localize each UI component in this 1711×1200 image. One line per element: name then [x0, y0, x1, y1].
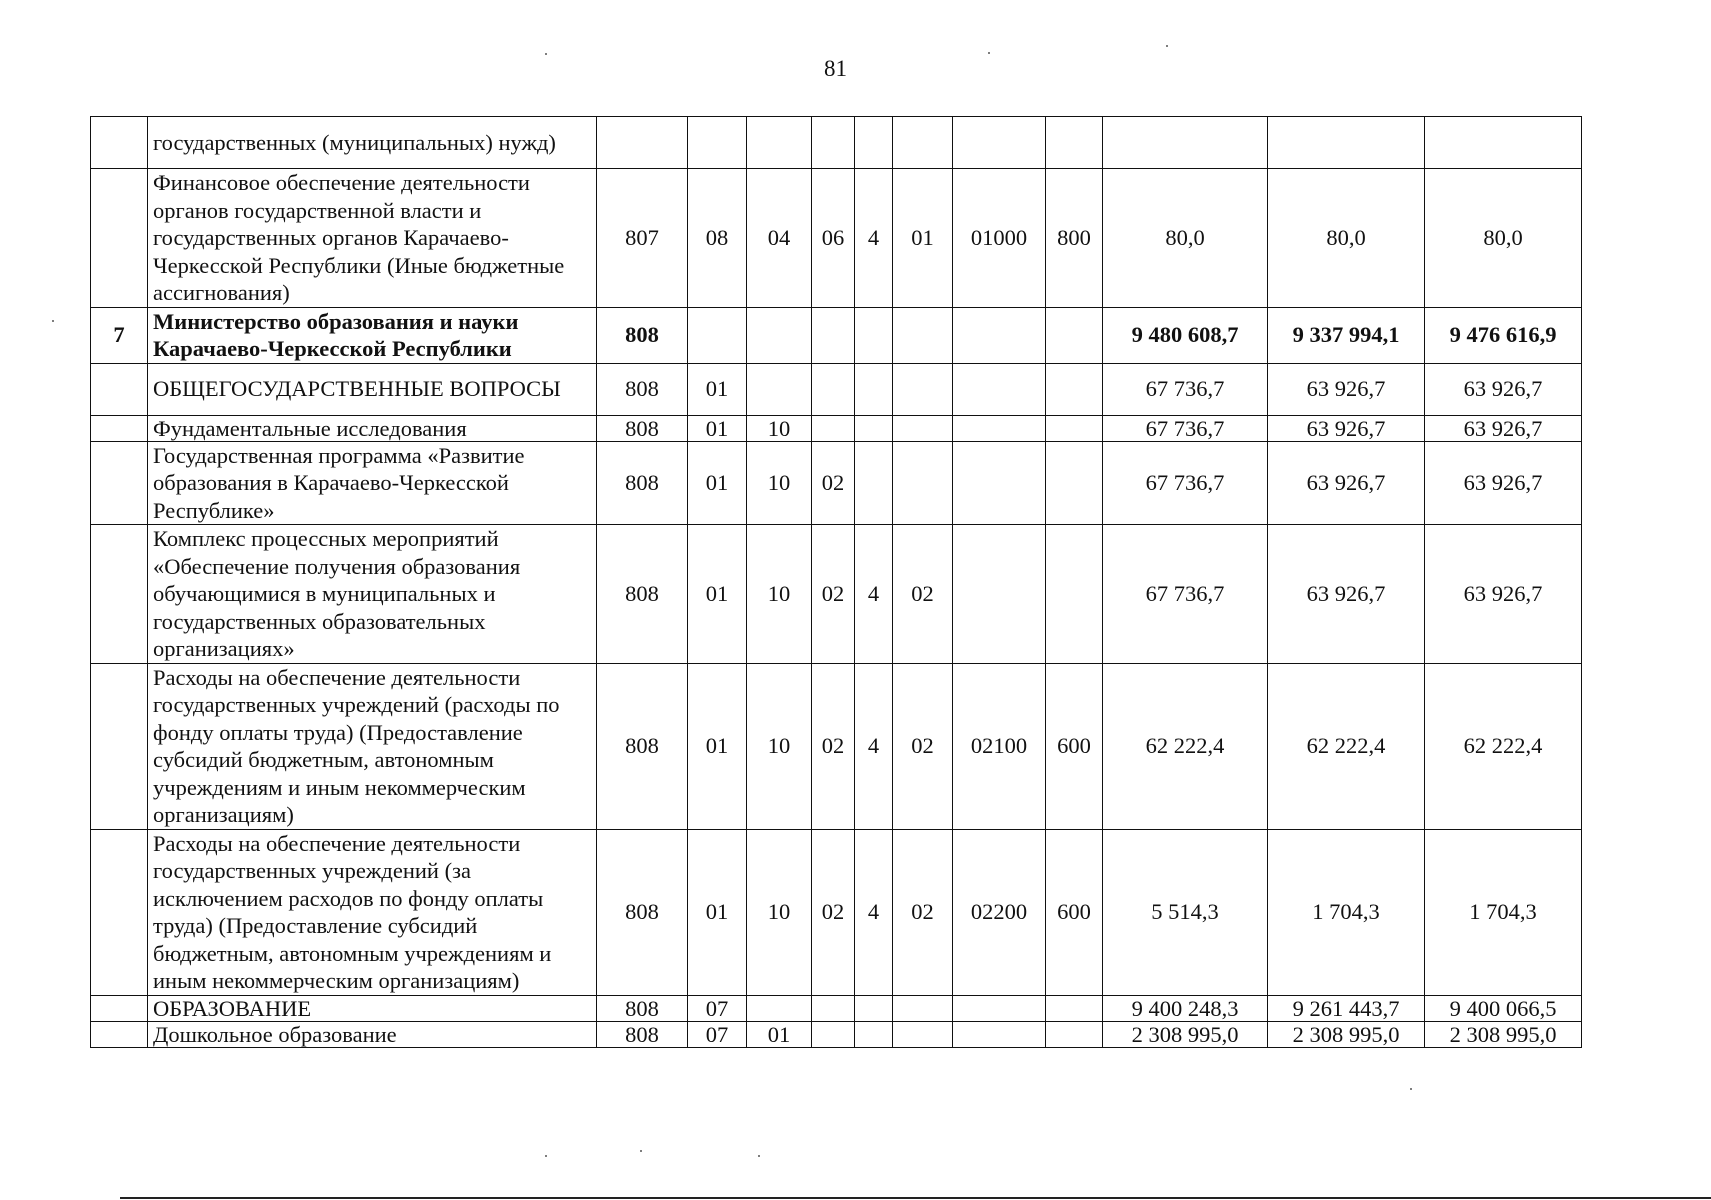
amount-year-2: 62 222,4: [1268, 663, 1425, 829]
section-code: [688, 117, 747, 169]
table-row: [91, 363, 1582, 415]
program-code: [812, 117, 855, 169]
row-number: [91, 169, 148, 308]
ministry-code: 808: [597, 829, 688, 995]
section-code: 08: [688, 169, 747, 308]
amount-year-1: 5 514,3: [1103, 829, 1268, 995]
type-code: [855, 307, 893, 363]
direction-code: [953, 525, 1046, 664]
section-code: 01: [688, 363, 747, 415]
structural-element-code: 02: [893, 663, 953, 829]
structural-element-code: [893, 441, 953, 525]
amount-year-2: 2 308 995,0: [1268, 1021, 1425, 1047]
row-name: Министерство образования и науки Карачаево-Черкесской Республики: [148, 307, 597, 363]
subsection-code: 10: [747, 663, 812, 829]
expense-type-code: [1046, 363, 1103, 415]
amount-year-3: 1 704,3: [1425, 829, 1582, 995]
program-code: 02: [812, 441, 855, 525]
ministry-code: 808: [597, 415, 688, 441]
row-name: Расходы на обеспечение деятельности государственных учреждений (за исключением расходов по фонду оплаты труда) (Предоставление субсидий бюджетным, автономным учреждениям и иным некоммерческим организациям): [148, 829, 597, 995]
structural-element-code: 02: [893, 829, 953, 995]
type-code: 4: [855, 525, 893, 664]
structural-element-code: [893, 995, 953, 1021]
subsection-code: 10: [747, 415, 812, 441]
type-code: 4: [855, 663, 893, 829]
type-code: [855, 441, 893, 525]
section-code: 01: [688, 525, 747, 664]
row-number: [91, 415, 148, 441]
expense-type-code: [1046, 415, 1103, 441]
row-number: [91, 525, 148, 664]
row-name: Финансовое обеспечение деятельности органов государственной власти и государственных органов Карачаево-Черкесской Республики (Иные бюджетные ассигнования): [148, 169, 597, 308]
expense-type-code: 800: [1046, 169, 1103, 308]
ministry-code: 808: [597, 441, 688, 525]
amount-year-1: 80,0: [1103, 169, 1268, 308]
direction-code: [953, 441, 1046, 525]
amount-year-3: [1425, 117, 1582, 169]
scan-speck: [640, 1150, 642, 1152]
amount-year-2: 63 926,7: [1268, 441, 1425, 525]
scan-speck: [758, 1155, 760, 1157]
amount-year-1: 2 308 995,0: [1103, 1021, 1268, 1047]
page-number: 81: [824, 56, 847, 81]
expense-type-code: [1046, 1021, 1103, 1047]
section-code: 01: [688, 415, 747, 441]
section-code: 07: [688, 1021, 747, 1047]
table-body: [91, 117, 1582, 1048]
amount-year-1: 67 736,7: [1103, 363, 1268, 415]
amount-year-2: 63 926,7: [1268, 363, 1425, 415]
table-row: [91, 663, 1582, 829]
scan-speck: [545, 1155, 547, 1157]
amount-year-3: 62 222,4: [1425, 663, 1582, 829]
expense-type-code: 600: [1046, 829, 1103, 995]
amount-year-3: 63 926,7: [1425, 363, 1582, 415]
amount-year-1: 67 736,7: [1103, 441, 1268, 525]
scan-speck: [545, 53, 547, 55]
subsection-code: [747, 363, 812, 415]
type-code: [855, 415, 893, 441]
amount-year-2: 63 926,7: [1268, 525, 1425, 664]
ministry-code: 808: [597, 663, 688, 829]
amount-year-2: 1 704,3: [1268, 829, 1425, 995]
table-row: [91, 307, 1582, 363]
subsection-code: 10: [747, 441, 812, 525]
direction-code: 02100: [953, 663, 1046, 829]
scan-speck: [1410, 1088, 1412, 1090]
row-number: [91, 1021, 148, 1047]
amount-year-1: [1103, 117, 1268, 169]
program-code: [812, 307, 855, 363]
row-number: [91, 441, 148, 525]
expense-type-code: 600: [1046, 663, 1103, 829]
expense-type-code: [1046, 117, 1103, 169]
amount-year-3: 9 476 616,9: [1425, 307, 1582, 363]
row-name: Комплекс процессных мероприятий «Обеспечение получения образования обучающимися в муниципальных и государственных образовательных организациях»: [148, 525, 597, 664]
direction-code: [953, 1021, 1046, 1047]
amount-year-1: 9 400 248,3: [1103, 995, 1268, 1021]
row-number: [91, 363, 148, 415]
subsection-code: [747, 995, 812, 1021]
structural-element-code: [893, 415, 953, 441]
row-name: государственных (муниципальных) нужд): [148, 117, 597, 169]
ministry-code: 808: [597, 995, 688, 1021]
direction-code: [953, 415, 1046, 441]
section-code: 01: [688, 829, 747, 995]
table-row: [91, 169, 1582, 308]
structural-element-code: [893, 117, 953, 169]
amount-year-2: [1268, 117, 1425, 169]
bottom-rule: [120, 1197, 1711, 1199]
amount-year-1: 62 222,4: [1103, 663, 1268, 829]
amount-year-3: 63 926,7: [1425, 415, 1582, 441]
type-code: [855, 1021, 893, 1047]
structural-element-code: 01: [893, 169, 953, 308]
amount-year-2: 9 261 443,7: [1268, 995, 1425, 1021]
table-row: [91, 441, 1582, 525]
row-name: Фундаментальные исследования: [148, 415, 597, 441]
row-name: Дошкольное образование: [148, 1021, 597, 1047]
program-code: 02: [812, 663, 855, 829]
structural-element-code: [893, 363, 953, 415]
direction-code: [953, 117, 1046, 169]
row-number: [91, 995, 148, 1021]
row-name: Расходы на обеспечение деятельности государственных учреждений (расходы по фонду оплаты труда) (Предоставление субсидий бюджетным, автономным учреждениям и иным некоммерческим организациям): [148, 663, 597, 829]
subsection-code: 10: [747, 525, 812, 664]
scan-speck: [1166, 45, 1168, 47]
expense-type-code: [1046, 525, 1103, 664]
subsection-code: [747, 117, 812, 169]
table-row: [91, 117, 1582, 169]
direction-code: [953, 363, 1046, 415]
direction-code: [953, 995, 1046, 1021]
ministry-code: [597, 117, 688, 169]
row-number: [91, 117, 148, 169]
type-code: [855, 995, 893, 1021]
structural-element-code: [893, 1021, 953, 1047]
ministry-code: 808: [597, 525, 688, 664]
row-number: [91, 829, 148, 995]
amount-year-1: 67 736,7: [1103, 415, 1268, 441]
amount-year-2: 63 926,7: [1268, 415, 1425, 441]
row-name: Государственная программа «Развитие образования в Карачаево-Черкесской Республике»: [148, 441, 597, 525]
expense-type-code: [1046, 995, 1103, 1021]
type-code: 4: [855, 169, 893, 308]
row-number: [91, 663, 148, 829]
row-number: 7: [91, 307, 148, 363]
scan-speck: [52, 320, 54, 322]
ministry-code: 808: [597, 363, 688, 415]
direction-code: [953, 307, 1046, 363]
program-code: [812, 415, 855, 441]
row-name: ОБЩЕГОСУДАРСТВЕННЫЕ ВОПРОСЫ: [148, 363, 597, 415]
amount-year-2: 9 337 994,1: [1268, 307, 1425, 363]
table-row: [91, 415, 1582, 441]
subsection-code: [747, 307, 812, 363]
program-code: [812, 995, 855, 1021]
amount-year-1: 67 736,7: [1103, 525, 1268, 664]
amount-year-3: 2 308 995,0: [1425, 1021, 1582, 1047]
direction-code: 01000: [953, 169, 1046, 308]
section-code: 01: [688, 441, 747, 525]
program-code: [812, 1021, 855, 1047]
amount-year-3: 63 926,7: [1425, 441, 1582, 525]
section-code: 01: [688, 663, 747, 829]
subsection-code: 10: [747, 829, 812, 995]
amount-year-3: 80,0: [1425, 169, 1582, 308]
amount-year-3: 9 400 066,5: [1425, 995, 1582, 1021]
ministry-code: 808: [597, 307, 688, 363]
structural-element-code: 02: [893, 525, 953, 664]
amount-year-1: 9 480 608,7: [1103, 307, 1268, 363]
row-name: ОБРАЗОВАНИЕ: [148, 995, 597, 1021]
expense-type-code: [1046, 307, 1103, 363]
amount-year-2: 80,0: [1268, 169, 1425, 308]
program-code: [812, 363, 855, 415]
section-code: 07: [688, 995, 747, 1021]
subsection-code: 01: [747, 1021, 812, 1047]
table-row: [91, 995, 1582, 1021]
ministry-code: 807: [597, 169, 688, 308]
program-code: 02: [812, 829, 855, 995]
ministry-code: 808: [597, 1021, 688, 1047]
expense-type-code: [1046, 441, 1103, 525]
program-code: 02: [812, 525, 855, 664]
type-code: [855, 117, 893, 169]
type-code: [855, 363, 893, 415]
type-code: 4: [855, 829, 893, 995]
table-row: [91, 525, 1582, 664]
table-row: [91, 1021, 1582, 1047]
subsection-code: 04: [747, 169, 812, 308]
amount-year-3: 63 926,7: [1425, 525, 1582, 664]
direction-code: 02200: [953, 829, 1046, 995]
program-code: 06: [812, 169, 855, 308]
table-row: [91, 829, 1582, 995]
budget-table: [90, 116, 1582, 1048]
scan-speck: [988, 52, 990, 54]
section-code: [688, 307, 747, 363]
structural-element-code: [893, 307, 953, 363]
